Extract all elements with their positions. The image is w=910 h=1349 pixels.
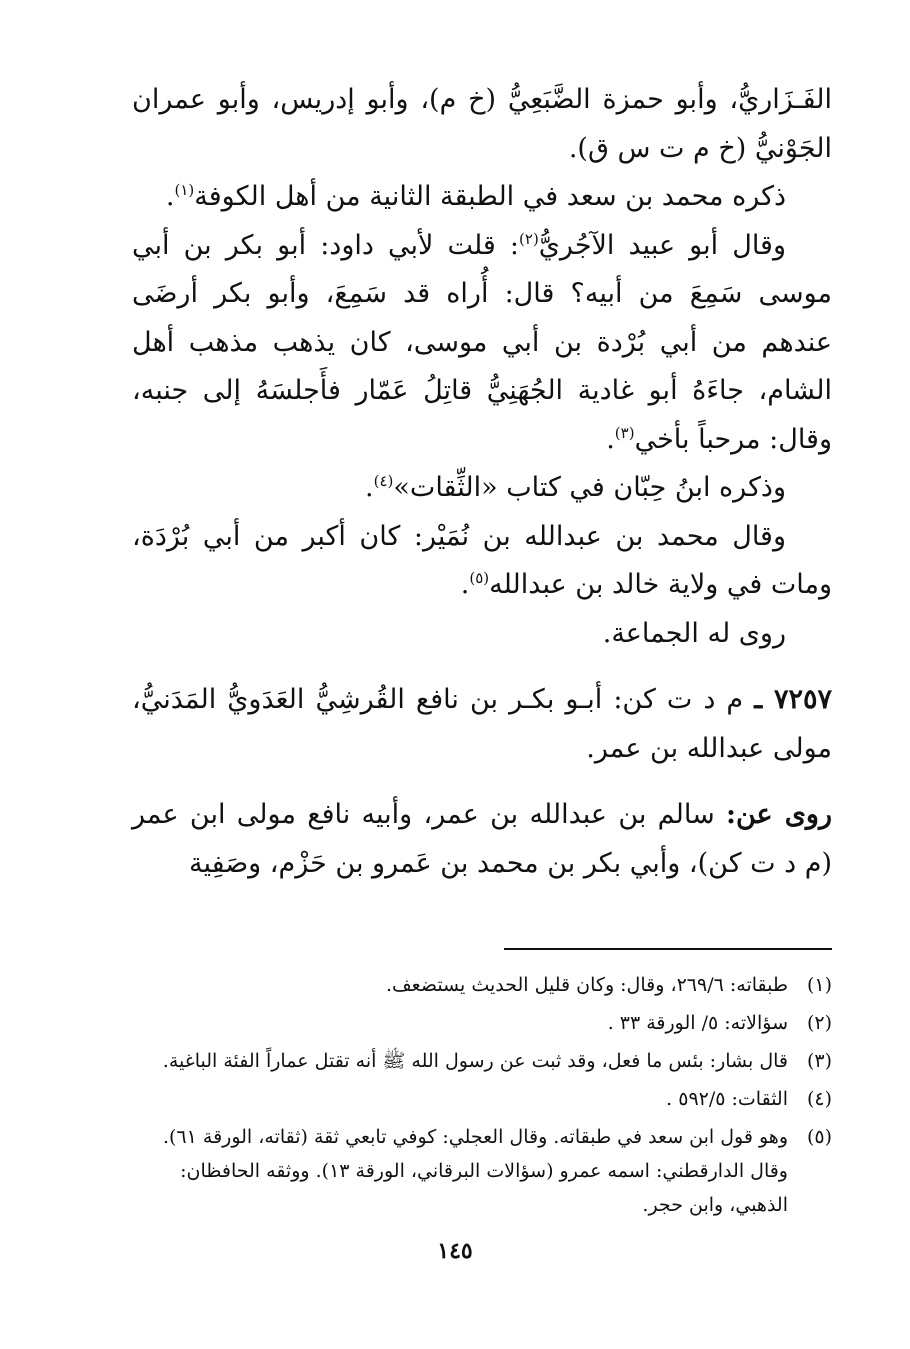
footnote-number: (٥) [806, 1126, 832, 1148]
entry-number: ٧٢٥٧ ـ [754, 684, 832, 715]
footnote-number: (١) [806, 974, 832, 996]
footnote-text: الثقات: ٥٩٢/٥ . [666, 1088, 788, 1110]
footnote-3 [132, 1044, 832, 1078]
footnotes [132, 968, 832, 1222]
footnote-4 [132, 1082, 832, 1116]
paragraph-ibn-numayr [132, 513, 832, 610]
footnote-5 [132, 1120, 832, 1222]
footnote-1 [132, 968, 832, 1002]
footnote-ref-3: (٣) [614, 423, 635, 442]
footnote-2 [132, 1006, 832, 1040]
paragraph-ajurri [132, 222, 832, 465]
footnote-number: (٢) [806, 1012, 832, 1034]
paragraph-end: . [460, 569, 470, 600]
footnote-ref-4: (٤) [373, 472, 394, 490]
paragraph-end: . [165, 181, 175, 212]
rawa-text: سالم بن عبدالله بن عمر، وأبيه نافع مولى ابن عمر (م د ت كن)، وأبي بكر بن محمد بن عَمرو بن حَزْم، وصَفِية [132, 799, 832, 879]
footnote-text: وهو قول ابن سعد في طبقاته. وقال العجلي: كوفي تابعي ثقة (ثقاته، الورقة ٦١). وقال الدارقطني: اسمه عمرو (سؤالات البرقاني، الورقة ١٣). ووثقه الحافظان: الذهبي، وابن حجر. [162, 1126, 788, 1216]
paragraph-ibn-saad [132, 173, 832, 222]
footnote-ref-1: (١) [174, 181, 195, 199]
paragraph-end: . [365, 472, 374, 503]
footnote-ref-5: (٥) [469, 569, 490, 587]
entry-heading [132, 676, 832, 773]
paragraph-text: وذكره ابنُ حِبّان في كتاب «الثِّقات» [393, 472, 786, 503]
footnote-text: سؤالاته: ٥/ الورقة ٣٣ . [607, 1012, 788, 1034]
entry-title: م د ت كن: أبـو بكـر بن نافع القُرشِيُّ العَدَويُّ المَدَنيُّ، مولى عبدالله بن عمر. [132, 684, 832, 764]
main-text [132, 76, 832, 888]
paragraph-text: ذكره محمد بن سعد في الطبقة الثانية من أهل الكوفة [194, 181, 786, 212]
paragraph-rawa-an [132, 791, 832, 888]
footnote-divider [504, 948, 832, 950]
page-number: ١٤٥ [437, 1238, 473, 1264]
paragraph-ibn-hibban [132, 464, 832, 513]
footnote-number: (٤) [806, 1088, 832, 1110]
paragraph-jamaa: روى له الجماعة. [602, 617, 786, 649]
paragraph-text: وقال محمد بن عبدالله بن نُمَيْر: كان أكبر من أبي بُرْدَة، ومات في ولاية خالد بن عبدالله [132, 520, 832, 600]
paragraph-continuation: الفَـزَاريُّ، وأبو حمزة الضَّبَعِيُّ (خ م)، وأبو إدريس، وأبو عمران الجَوْنيُّ (خ م ت س ق). [132, 84, 832, 164]
footnote-text: طبقاته: ٢٦٩/٦، وقال: وكان قليل الحديث يستضعف. [385, 974, 788, 996]
footnote-text: قال بشار: بئس ما فعل، وقد ثبت عن رسول الله ﷺ أنه تقتل عماراً الفئة الباغية. [162, 1050, 788, 1072]
rawa-label: روى عن: [726, 799, 832, 830]
paragraph-end: . [606, 423, 615, 455]
paragraph-text: وقال أبو عبيد الآجُريُّ [538, 229, 786, 261]
footnote-ref-2: (٢) [519, 229, 539, 248]
footnote-number: (٣) [806, 1050, 832, 1072]
paragraph-text: : قلت لأبي داود: أبو بكر بن أبي موسى سَمِعَ من أبيه؟ قال: أُراه قد سَمِعَ، وأبو بكر أرضَى عندهم من أبي بُرْدة بن أبي موسى، كان يذهب مذهب أهل الشام، جاءَهُ أبو غادية الجُهَنِيُّ قاتِلُ عَمّار فأَجلسَهُ إلى جنبه، وقال: مرحباً بأخي [132, 229, 832, 455]
